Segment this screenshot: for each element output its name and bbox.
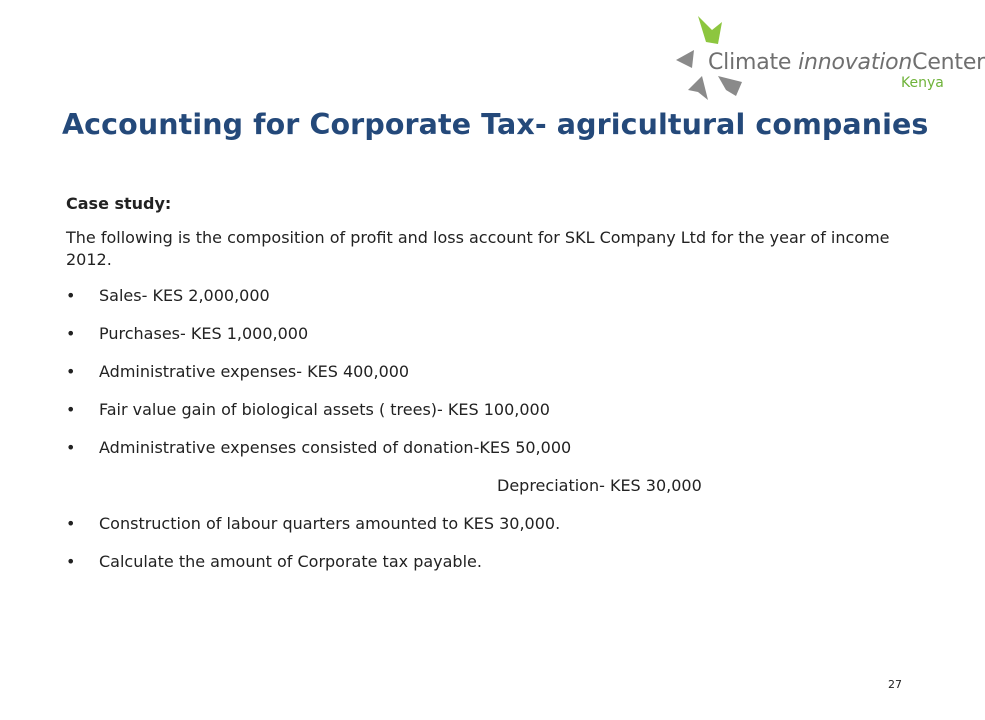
- logo-brand-text: Climate innovationCenter: [708, 50, 985, 75]
- bullet-icon: •: [66, 400, 76, 419]
- bullet-icon: •: [66, 362, 76, 381]
- bullet-icon: •: [66, 324, 76, 343]
- bullet-icon: •: [66, 552, 76, 571]
- bullet-icon: •: [66, 286, 76, 305]
- case-study-heading: Case study:: [66, 194, 172, 213]
- slide-content: [66, 193, 896, 589]
- list-item: • Purchases- KES 1,000,000: [66, 324, 309, 343]
- climate-innovation-center-logo: [672, 12, 985, 112]
- page-number: 27: [888, 678, 902, 691]
- list-item: • Sales- KES 2,000,000: [66, 286, 270, 305]
- list-item: • Administrative expenses- KES 400,000: [66, 362, 410, 381]
- list-item: • Fair value gain of biological assets ( trees)- KES 100,000: [66, 400, 550, 419]
- list-item: • Administrative expenses consisted of donation-KES 50,000: [66, 438, 572, 457]
- logo-country-text: Kenya: [901, 75, 944, 91]
- list-item: • Construction of labour quarters amounted to KES 30,000.: [66, 514, 561, 533]
- case-study-list: [66, 285, 896, 573]
- bullet-icon: •: [66, 514, 76, 533]
- list-item-continuation: Depreciation- KES 30,000: [497, 476, 702, 495]
- list-item: • Calculate the amount of Corporate tax payable.: [66, 552, 482, 571]
- case-study-intro: The following is the composition of profit and loss account for SKL Company Ltd for the year of income 2012.: [66, 228, 890, 269]
- bullet-icon: •: [66, 438, 76, 457]
- slide-title: Accounting for Corporate Tax- agricultural companies: [62, 108, 929, 141]
